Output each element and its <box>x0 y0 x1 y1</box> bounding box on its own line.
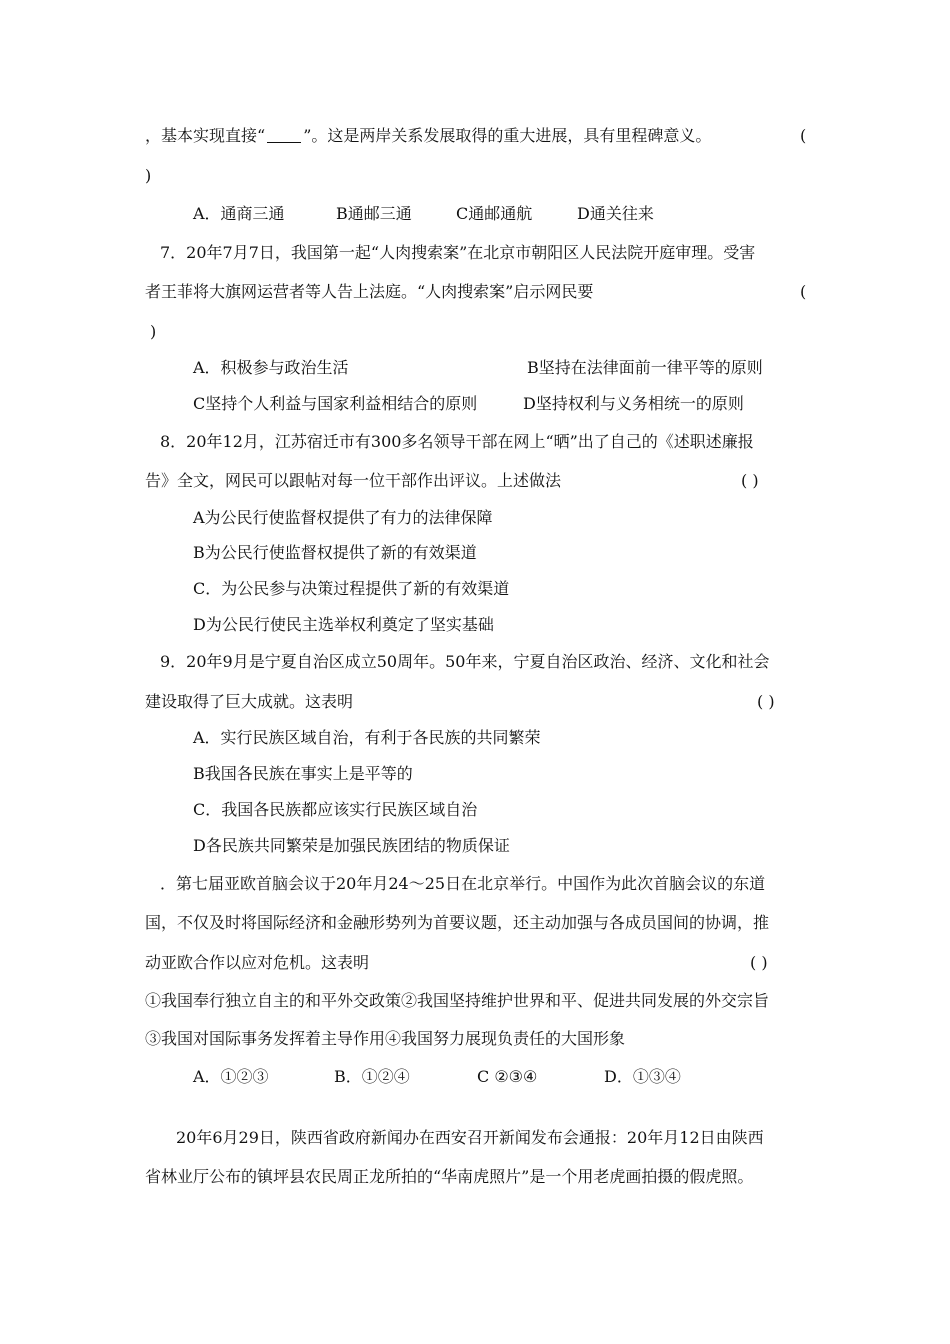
q7-stem-line1: 7．20年7月7日，我国第一起“人肉搜索案”在北京市朝阳区人民法院开庭审理。受害 <box>160 243 756 262</box>
q10-statements-line2: ③我国对国际事务发挥着主导作用④我国努力展现负责任的大国形象 <box>145 1029 626 1048</box>
q6-stem-pre: ，基本实现直接“ <box>145 126 266 145</box>
q6-option-d: D通关往来 <box>577 204 654 223</box>
q9-option-a: A．实行民族区域自治，有利于各民族的共同繁荣 <box>193 728 541 747</box>
q8-option-c: C．为公民参与决策过程提供了新的有效渠道 <box>193 579 510 598</box>
q6-stem-post: ”。这是两岸关系发展取得的重大进展，具有里程碑意义。 <box>303 126 712 145</box>
q8-option-a: A为公民行使监督权提供了有力的法律保障 <box>193 508 493 527</box>
q9-stem-line2: 建设取得了巨大成就。这表明 <box>145 692 354 711</box>
q10-option-b: B．①②④ <box>334 1067 410 1086</box>
q6-stem-line <box>145 124 711 148</box>
q7-option-a: A．积极参与政治生活 <box>193 358 349 377</box>
q7-answer-paren-close: ) <box>150 322 157 341</box>
q9-answer-paren: ( ) <box>757 692 775 711</box>
q10-statements-line1: ①我国奉行独立自主的和平外交政策②我国坚持维护世界和平、促进共同发展的外交宗旨 <box>145 991 770 1010</box>
q6-answer-paren-close: ) <box>145 166 152 185</box>
q7-stem-line2: 者王菲将大旗网运营者等人告上法庭。“人肉搜索案”启示网民要 <box>145 282 594 301</box>
q9-option-c: C．我国各民族都应该实行民族区域自治 <box>193 800 478 819</box>
q6-option-a: A．通商三通 <box>193 204 285 223</box>
q6-option-b: B通邮三通 <box>336 204 412 223</box>
q6-option-c: C通邮通航 <box>456 204 533 223</box>
q10-option-d: D．①③④ <box>604 1067 681 1086</box>
q7-option-d: D坚持权利与义务相统一的原则 <box>523 394 744 413</box>
q10-option-c: C ②③④ <box>477 1067 538 1086</box>
q9-option-b: B我国各民族在事实上是平等的 <box>193 764 413 783</box>
q8-option-b: B为公民行使监督权提供了新的有效渠道 <box>193 543 477 562</box>
q7-answer-paren-open: ( <box>800 282 807 301</box>
passage-line1: 20年6月29日，陕西省政府新闻办在西安召开新闻发布会通报：20年月12日由陕西 <box>176 1128 764 1147</box>
q10-stem-line1: ．第七届亚欧首脑会议于20年月24～25日在北京举行。中国作为此次首脑会议的东道 <box>160 874 766 893</box>
q9-option-d: D各民族共同繁荣是加强民族团结的物质保证 <box>193 836 510 855</box>
q10-stem-line2: 国，不仅及时将国际经济和金融形势列为首要议题，还主动加强与各成员国间的协调，推 <box>145 913 770 932</box>
answer-blank <box>267 130 301 143</box>
q8-stem-line1: 8．20年12月，江苏宿迁市有300多名领导干部在网上“晒”出了自己的《述职述廉报 <box>160 432 754 451</box>
q9-stem-line1: 9．20年9月是宁夏自治区成立50周年。50年来，宁夏自治区政治、经济、文化和社会 <box>160 652 770 671</box>
q8-stem-line2: 告》全文，网民可以跟帖对每一位干部作出评议。上述做法 <box>145 471 562 490</box>
q7-option-b: B坚持在法律面前一律平等的原则 <box>527 358 763 377</box>
passage-line2: 省林业厅公布的镇坪县农民周正龙所拍的“华南虎照片”是一个用老虎画拍摄的假虎照。 <box>145 1167 754 1186</box>
q6-answer-paren-open: ( <box>800 126 807 145</box>
q10-answer-paren: ( ) <box>750 953 768 972</box>
q8-answer-paren: ( ) <box>741 471 759 490</box>
q10-option-a: A．①②③ <box>193 1067 269 1086</box>
q8-option-d: D为公民行使民主选举权利奠定了坚实基础 <box>193 615 494 634</box>
q10-stem-line3: 动亚欧合作以应对危机。这表明 <box>145 953 370 972</box>
q7-option-c: C坚持个人利益与国家利益相结合的原则 <box>193 394 478 413</box>
